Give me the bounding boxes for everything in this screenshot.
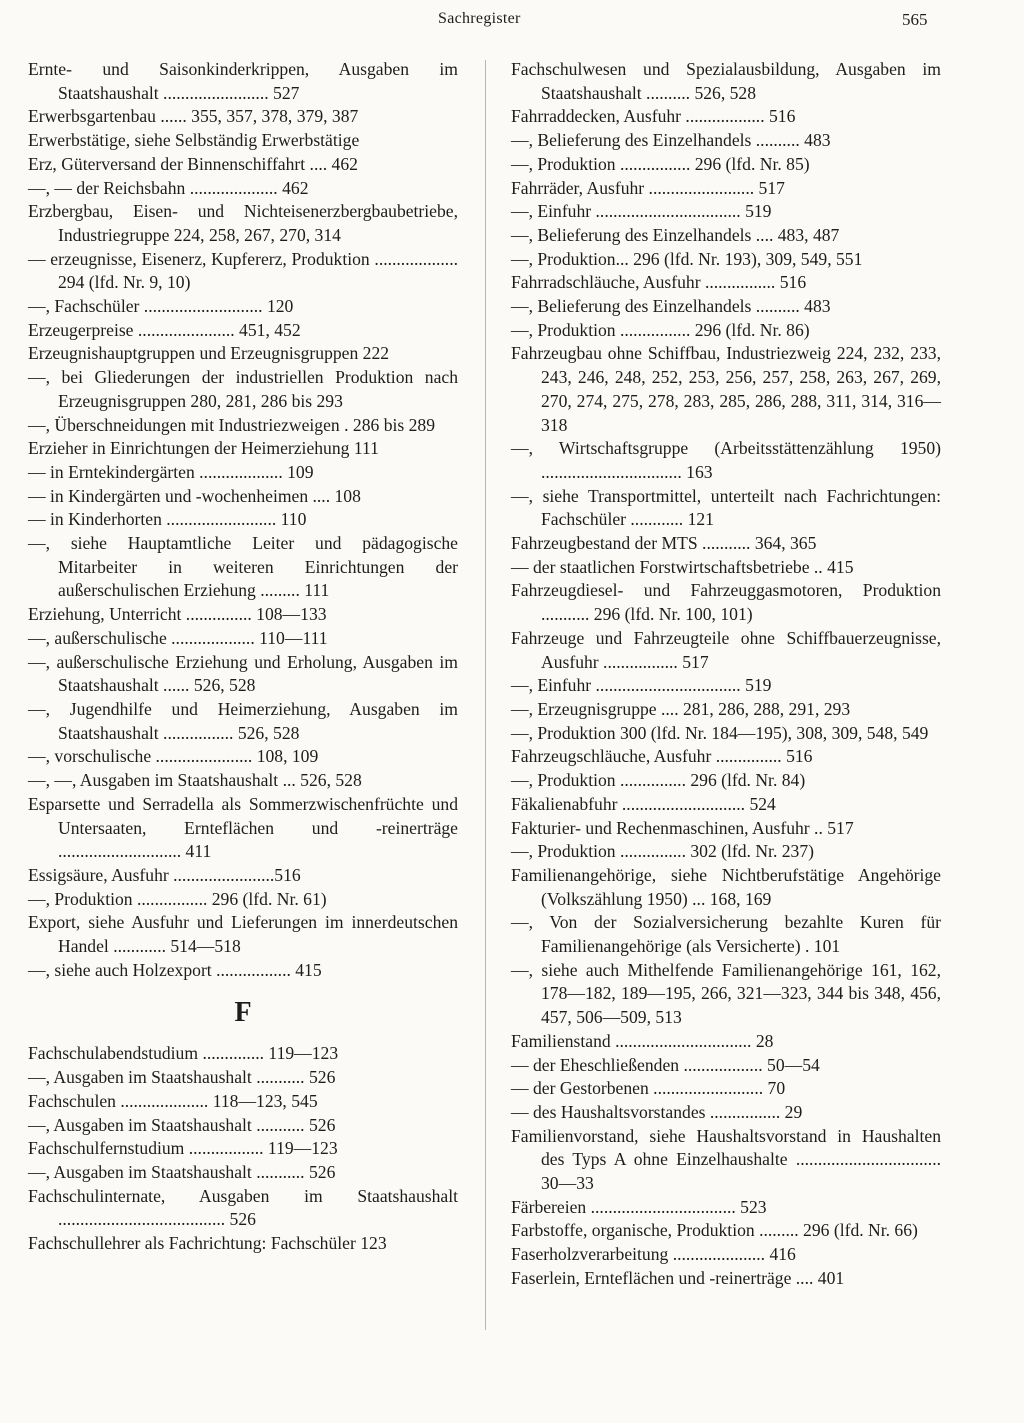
index-entry: —, Produktion ............... 296 (lfd. Nr. 84) xyxy=(511,770,806,791)
index-entry: —, Produktion ................ 296 (lfd. Nr. 61) xyxy=(28,888,327,909)
index-entry: — in Erntekindergärten ................... 109 xyxy=(28,461,314,482)
index-entries-e xyxy=(28,58,458,982)
index-entry: Faserholzverarbeitung ..................... 416 xyxy=(511,1244,796,1265)
index-entry: Faserlein, Ernteflächen und -reinerträge .... 401 xyxy=(511,1267,845,1288)
index-entry: —, Produktion ................ 296 (lfd. Nr. 86) xyxy=(511,319,810,340)
index-entry: —, Belieferung des Einzelhandels .......... 483 xyxy=(511,296,831,317)
index-entry: Fäkalienabfuhr ............................ 524 xyxy=(511,793,776,814)
index-entry: Erziehung, Unterricht ............... 108—133 xyxy=(28,604,327,625)
left-column xyxy=(28,58,458,1256)
index-entry: Fachschulabendstudium .............. 119—123 xyxy=(28,1043,339,1064)
index-entry: Familienvorstand, siehe Haushaltsvorstand in Haushalten des Typs A ohne Einzelhaushalte ................................. 30—33 xyxy=(511,1125,941,1194)
index-entry: Erwerbsgartenbau ...... 355, 357, 378, 379, 387 xyxy=(28,106,359,127)
index-entry: —, Ausgaben im Staatshaushalt ........... 526 xyxy=(28,1067,336,1088)
index-entry: —, siehe Transportmittel, unterteilt nach Fachrichtungen: Fachschüler ............ 121 xyxy=(511,485,941,530)
index-entry: Fahrzeugdiesel- und Fahrzeuggasmotoren, Produktion ........... 296 (lfd. Nr. 100, 101) xyxy=(511,580,941,625)
index-entry: —, Fachschüler ........................... 120 xyxy=(28,296,294,317)
index-entry: —, Einfuhr ................................. 519 xyxy=(511,201,772,222)
index-entries-f xyxy=(28,1042,458,1255)
running-head xyxy=(0,10,1024,34)
index-entry: —, Überschneidungen mit Industriezweigen . 286 bis 289 xyxy=(28,414,436,435)
index-entry: —, Belieferung des Einzelhandels .......... 483 xyxy=(511,130,831,151)
index-entry: —, Von der Sozialversicherung bezahlte Kuren für Familienangehörige (als Versicherte) . 101 xyxy=(511,912,941,957)
index-entry: Fahrzeugbau ohne Schiffbau, Industriezweig 224, 232, 233, 243, 246, 248, 252, 253, 256, 257, 258, 263, 267, 269, 270, 274, 275, 278, 283, 285, 286, 288, 311, 314, 316—318 xyxy=(511,343,941,435)
page-number: 565 xyxy=(902,10,928,29)
index-entry: Fahrzeuge und Fahrzeugteile ohne Schiffbauerzeugnisse, Ausfuhr ................. 517 xyxy=(511,627,941,672)
index-entry: Fachschullehrer als Fachrichtung: Fachschüler 123 xyxy=(28,1233,387,1254)
index-entry: —, Belieferung des Einzelhandels .... 483, 487 xyxy=(511,224,840,245)
index-entry: —, bei Gliederungen der industriellen Produktion nach Erzeugnisgruppen 280, 281, 286 bis 293 xyxy=(28,367,458,411)
index-entry: Familienangehörige, siehe Nichtberufstätige Angehörige (Volkszählung 1950) ... 168, 169 xyxy=(511,864,941,909)
index-entry: —, siehe auch Mithelfende Familienangehörige 161, 162, 178—182, 189—195, 266, 321—323, 344 bis 348, 456, 457, 506—509, 513 xyxy=(511,959,941,1028)
index-entry: Erzieher in Einrichtungen der Heimerziehung 111 xyxy=(28,438,379,459)
index-entry: — der Gestorbenen ......................... 70 xyxy=(511,1078,786,1099)
index-entry: Fahrräder, Ausfuhr ........................ 517 xyxy=(511,177,785,198)
index-entry: Fahrraddecken, Ausfuhr .................. 516 xyxy=(511,106,796,127)
index-entry: —, — der Reichsbahn .................... 462 xyxy=(28,177,309,198)
index-entry: —, Wirtschaftsgruppe (Arbeitsstättenzählung 1950) ................................ 163 xyxy=(511,438,941,482)
index-entry: —, Produktion... 296 (lfd. Nr. 193), 309, 549, 551 xyxy=(511,248,863,269)
index-entry: Erzbergbau, Eisen- und Nichteisenerzbergbaubetriebe, Industriegruppe 224, 258, 267, 270, 314 xyxy=(28,201,458,245)
column-divider xyxy=(485,60,486,1330)
index-entry: —, Produktion 300 (lfd. Nr. 184—195), 308, 309, 548, 549 xyxy=(511,722,929,743)
index-entry: Erzeugerpreise ...................... 451, 452 xyxy=(28,319,301,340)
index-entry: Fachschulwesen und Spezialausbildung, Ausgaben im Staatshaushalt .......... 526, 528 xyxy=(511,59,941,103)
index-entry: — der Eheschließenden .................. 50—54 xyxy=(511,1054,820,1075)
index-entry: Fakturier- und Rechenmaschinen, Ausfuhr .. 517 xyxy=(511,817,854,838)
index-entry: Fachschulinternate, Ausgaben im Staatshaushalt ...................................... 526 xyxy=(28,1185,458,1230)
index-entry: Ernte- und Saisonkinderkrippen, Ausgaben im Staatshaushalt ........................ 527 xyxy=(28,59,458,103)
index-entry: Erz, Güterversand der Binnenschiffahrt .... 462 xyxy=(28,153,358,174)
index-entry: Erwerbstätige, siehe Selbständig Erwerbstätige xyxy=(28,130,360,151)
index-entry: Fahrzeugschläuche, Ausfuhr ............... 516 xyxy=(511,746,813,767)
index-entry: Essigsäure, Ausfuhr .......................516 xyxy=(28,864,301,885)
index-entry: —, Produktion ................ 296 (lfd. Nr. 85) xyxy=(511,153,810,174)
index-entry: Fahrzeugbestand der MTS ........... 364, 365 xyxy=(511,533,817,554)
index-entry: —, vorschulische ...................... 108, 109 xyxy=(28,746,319,767)
index-entry: Esparsette und Serradella als Sommerzwischenfrüchte und Untersaaten, Ernteflächen und -reinerträge ............................ 411 xyxy=(28,793,458,862)
index-entry: — erzeugnisse, Eisenerz, Kupfererz, Produktion ................... 294 (lfd. Nr. 9, 10) xyxy=(28,248,458,293)
index-entry: Erzeugnishauptgruppen und Erzeugnisgruppen 222 xyxy=(28,343,390,364)
running-title: Sachregister xyxy=(438,10,521,27)
index-entry: Farbstoffe, organische, Produktion ......... 296 (lfd. Nr. 66) xyxy=(511,1220,918,1241)
index-entry: —, Einfuhr ................................. 519 xyxy=(511,675,772,696)
index-entry: Familienstand ............................... 28 xyxy=(511,1030,774,1051)
index-entry: —, —, Ausgaben im Staatshaushalt ... 526, 528 xyxy=(28,770,362,791)
section-letter-f: F xyxy=(234,997,252,1029)
right-column xyxy=(511,58,941,1291)
index-entry: Fachschulen .................... 118—123, 545 xyxy=(28,1090,318,1111)
index-entry: —, außerschulische Erziehung und Erholung, Ausgaben im Staatshaushalt ...... 526, 528 xyxy=(28,651,458,696)
index-entry: — des Haushaltsvorstandes ................ 29 xyxy=(511,1101,803,1122)
index-entry: Fachschulfernstudium ................. 119—123 xyxy=(28,1138,338,1159)
index-entry: —, Erzeugnisgruppe .... 281, 286, 288, 291, 293 xyxy=(511,698,851,719)
index-entry: —, Produktion ............... 302 (lfd. Nr. 237) xyxy=(511,841,814,862)
index-entry: Export, siehe Ausfuhr und Lieferungen im innerdeutschen Handel ............ 514—518 xyxy=(28,912,458,957)
index-entry: Färbereien ................................. 523 xyxy=(511,1196,767,1217)
index-entry: —, Ausgaben im Staatshaushalt ........... 526 xyxy=(28,1114,336,1135)
index-entry: —, Ausgaben im Staatshaushalt ........... 526 xyxy=(28,1161,336,1182)
index-entry: —, Jugendhilfe und Heimerziehung, Ausgaben im Staatshaushalt ................ 526, 528 xyxy=(28,698,458,743)
index-entry: Fahrradschläuche, Ausfuhr ................ 516 xyxy=(511,272,807,293)
index-entry: — in Kinderhorten ......................... 110 xyxy=(28,509,307,530)
index-entry: — in Kindergärten und -wochenheimen .... 108 xyxy=(28,485,361,506)
index-entry: —, außerschulische ................... 110—111 xyxy=(28,627,328,648)
index-entry: —, siehe auch Holzexport ................. 415 xyxy=(28,959,322,980)
index-entry: —, siehe Hauptamtliche Leiter und pädagogische Mitarbeiter in weiteren Einrichtungen der außerschulischen Erziehung ......... 111 xyxy=(28,533,458,601)
index-entry: — der staatlichen Forstwirtschaftsbetriebe .. 415 xyxy=(511,556,854,577)
